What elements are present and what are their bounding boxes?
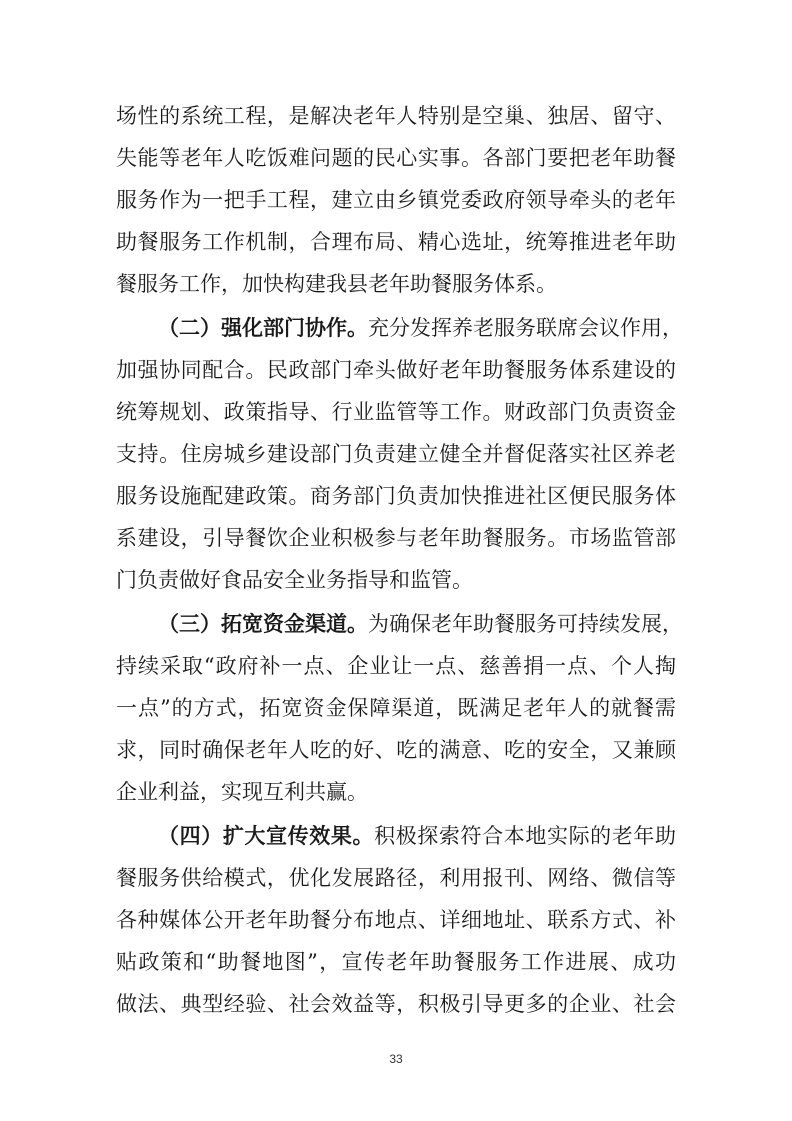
page-number: 33	[389, 1052, 403, 1066]
paragraph-line: 服务作为一把手工程，建立由乡镇党委政府领导牵头的老年	[116, 188, 676, 212]
section-4-heading: （四）扩大宣传效果。	[158, 824, 375, 848]
paragraph-line: 一点”的方式，拓宽资金保障渠道，既满足老年人的就餐需	[116, 696, 676, 720]
paragraph-line: 求，同时确保老年人吃的好、吃的满意、吃的安全，又兼顾	[116, 738, 676, 762]
paragraph-line: 助餐服务工作机制，合理布局、精心选址，统筹推进老年助	[116, 230, 676, 254]
paragraph-line: 做法、典型经验、社会效益等，积极引导更多的企业、社会	[116, 992, 676, 1016]
section-3-first-line	[158, 604, 683, 644]
paragraph-line: 系建设，引导餐饮企业积极参与老年助餐服务。市场监管部	[116, 526, 676, 550]
paragraph-line: 失能等老年人吃饭难问题的民心实事。各部门要把老年助餐	[116, 146, 676, 170]
paragraph-line: 持续采取“政府补一点、企业让一点、慈善捐一点、个人掏	[116, 654, 676, 678]
section-2-heading: （二）强化部门协作。	[158, 316, 368, 340]
section-4-first-line	[158, 816, 676, 856]
paragraph-line: 贴政策和“助餐地图”，宣传老年助餐服务工作进展、成功	[116, 950, 676, 974]
paragraph-line: 服务设施配建政策。商务部门负责加快推进社区便民服务体	[116, 484, 676, 508]
section-3-heading: （三）拓宽资金渠道。	[158, 612, 368, 636]
paragraph-line: 各种媒体公开老年助餐分布地点、详细地址、联系方式、补	[116, 908, 676, 932]
paragraph-line: 餐服务工作，加快构建我县老年助餐服务体系。	[116, 272, 557, 296]
section-3-first-line-text: 为确保老年助餐服务可持续发展，	[368, 612, 683, 636]
section-4-first-line-text: 积极探索符合本地实际的老年助	[374, 824, 677, 848]
paragraph-line: 餐服务供给模式，优化发展路径，利用报刊、网络、微信等	[116, 866, 676, 890]
paragraph-line: 场性的系统工程，是解决老年人特别是空巢、独居、留守、	[116, 104, 676, 128]
paragraph-line: 门负责做好食品安全业务指导和监管。	[116, 568, 473, 592]
paragraph-line: 企业利益，实现互利共赢。	[116, 780, 368, 804]
paragraph-line: 统筹规划、政策指导、行业监管等工作。财政部门负责资金	[116, 400, 676, 424]
section-2-first-line	[158, 308, 683, 348]
section-2-first-line-text: 充分发挥养老服务联席会议作用，	[368, 316, 683, 340]
paragraph-line: 支持。住房城乡建设部门负责建立健全并督促落实社区养老	[116, 442, 676, 466]
paragraph-line: 加强协同配合。民政部门牵头做好老年助餐服务体系建设的	[116, 358, 676, 382]
